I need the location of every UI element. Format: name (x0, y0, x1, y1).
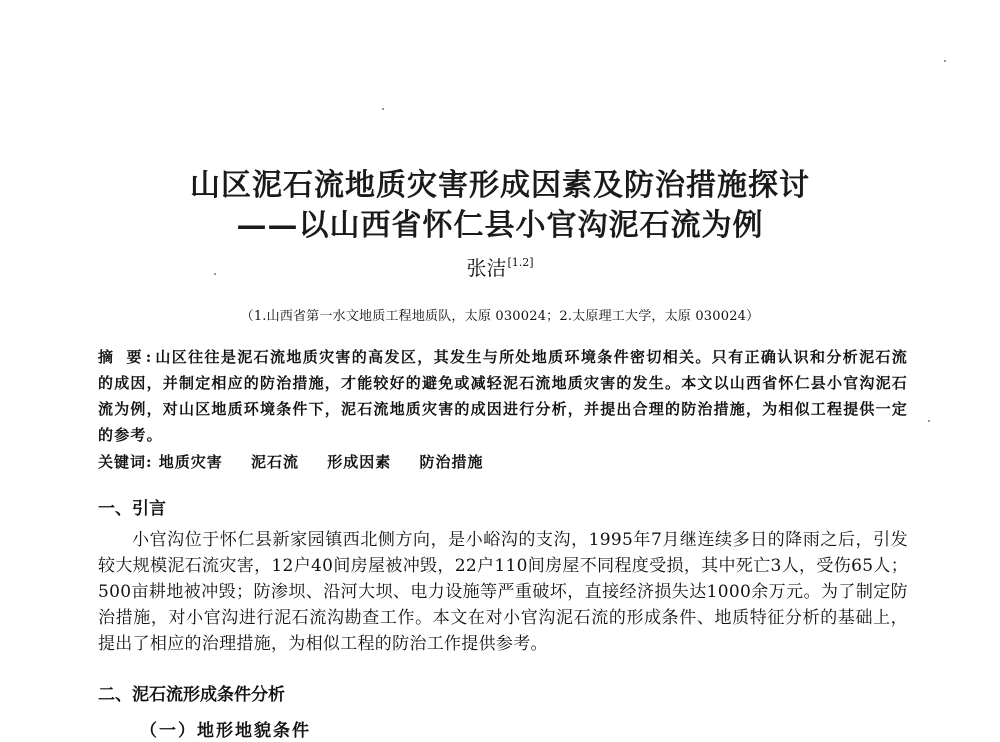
keyword: 形成因素 (327, 453, 392, 471)
author-line (0, 252, 1000, 281)
scan-speck (214, 273, 216, 275)
scan-speck (382, 108, 384, 110)
author-name: 张洁 (466, 256, 507, 280)
section-heading-formation-conditions: 二、泥石流形成条件分析 (98, 685, 285, 705)
subsection-heading-terrain: （一）地形地貌条件 (140, 721, 311, 741)
keywords-label: 关键词: (98, 453, 153, 471)
introduction-body (98, 527, 908, 657)
abstract-text: 山区往往是泥石流地质灾害的高发区，其发生与所处地质环境条件密切相关。只有正确认识和分析泥石流的成因，并制定相应的防治措施，才能较好的避免或减轻泥石流地质灾害的发生。本文以山西省怀仁县小官沟泥石流为例，对山区地质环境条件下，泥石流地质灾害的成因进行分析，并提出合理的防治措施，为相似工程提供一定的参考。 (98, 348, 909, 444)
keyword: 泥石流 (251, 453, 300, 471)
paper-subtitle: ——以山西省怀仁县小官沟泥石流为例 (236, 208, 764, 243)
author-affiliation-ref: [1.2] (507, 256, 534, 269)
keyword: 防治措施 (419, 453, 484, 471)
scan-speck (928, 420, 930, 422)
scan-speck (944, 60, 946, 62)
section-heading-introduction: 一、引言 (98, 499, 166, 519)
affiliation: （1.山西省第一水文地质工程地质队，太原 030024；2.太原理工大学，太原 030024） (240, 309, 760, 324)
abstract-label: 摘 要: (98, 348, 156, 366)
keywords (98, 451, 506, 472)
introduction-paragraph: 小官沟位于怀仁县新家园镇西北侧方向，是小峪沟的支沟，1995年7月继连续多日的降雨之后，引发较大规模泥石流灾害，12户40间房屋被冲毁，22户110间房屋不同程度受损，其中死亡3人，受伤65人；500亩耕地被冲毁；防渗坝、沿河大坝、电力设施等严重破坏，直接经济损失达1000余万元。为了制定防治措施，对小官沟进行泥石流沟勘查工作。本文在对小官沟泥石流的形成条件、地质特征分析的基础上，提出了相应的治理措施，为相似工程的防治工作提供参考。 (98, 530, 908, 654)
abstract (98, 344, 908, 448)
paper-title: 山区泥石流地质灾害形成因素及防治措施探讨 (190, 168, 810, 203)
keyword: 地质灾害 (158, 453, 223, 471)
